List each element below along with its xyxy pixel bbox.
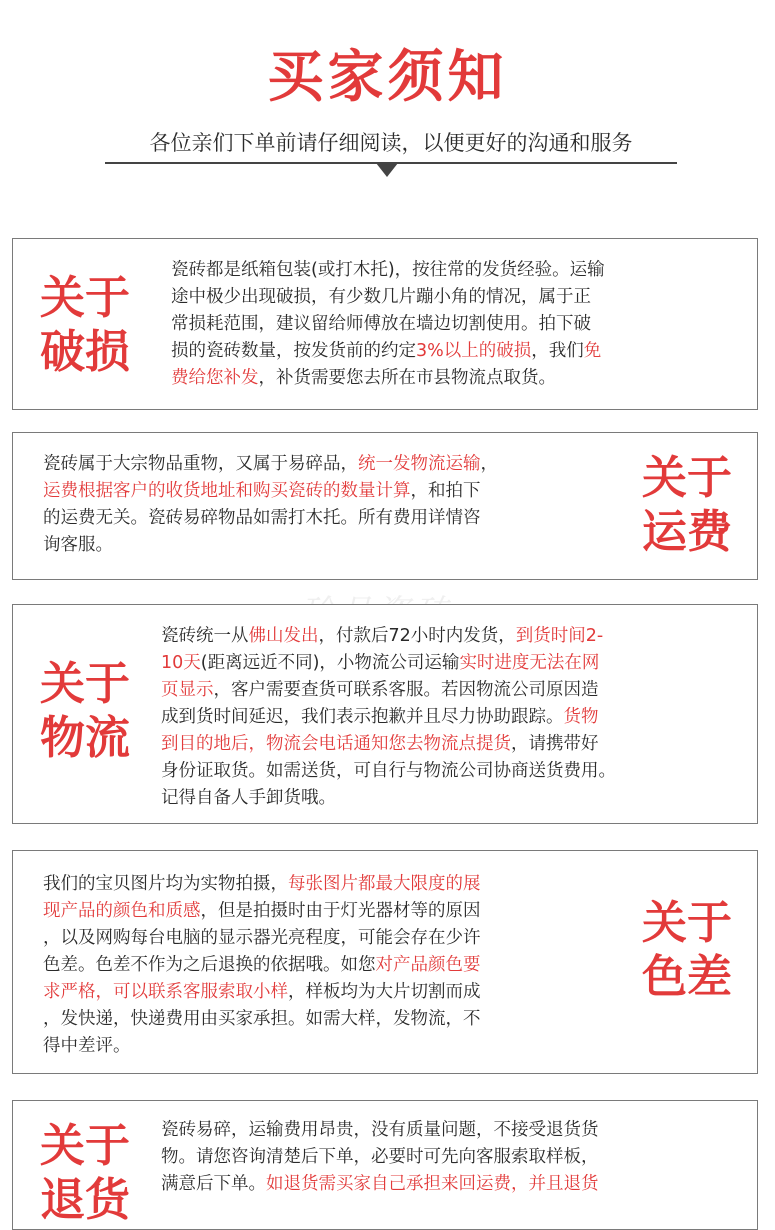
- highlight-text: 货物: [563, 707, 599, 727]
- heading-line: 关于: [641, 896, 732, 949]
- highlight-text: 佛山发出: [248, 626, 319, 646]
- text-line: [161, 758, 751, 785]
- text-line: [161, 731, 751, 758]
- highlight-text: 统一发物流运输: [358, 454, 481, 474]
- section-body: [43, 451, 633, 559]
- text-line: [43, 898, 633, 925]
- body-text: ，我们: [531, 341, 584, 361]
- page-subtitle: 各位亲们下单前请仔细阅读，以便更好的沟通和服务: [105, 128, 677, 164]
- text-line: [43, 451, 633, 478]
- text-line: [43, 871, 633, 898]
- text-line: [161, 623, 751, 650]
- body-text: 瓷砖易碎，运输费用昂贵，没有质量问题，不接受退货货: [161, 1120, 599, 1140]
- heading-line: 色差: [641, 950, 732, 1003]
- body-text: 的运费无关。瓷砖易碎物品如需打木托。所有费用详情咨: [43, 508, 481, 528]
- section-body: [43, 871, 633, 1060]
- text-line: [43, 1006, 633, 1033]
- section-heading: [25, 271, 145, 379]
- text-line: [43, 532, 633, 559]
- highlight-text: 每张图片都最大限度的展: [288, 874, 481, 894]
- text-line: [161, 650, 751, 677]
- body-text: 满意后下单。: [161, 1174, 266, 1194]
- section-shipping-fee: [12, 432, 758, 580]
- body-text: 常损耗范围，建议留给师傅放在墙边切割使用。拍下破: [171, 314, 591, 334]
- heading-line: 关于: [39, 1119, 130, 1172]
- section-returns: [12, 1100, 758, 1230]
- highlight-text: 3%以上的破损: [416, 341, 532, 361]
- body-text: 途中极少出现破损，有少数几片蹦小角的情况，属于正: [171, 287, 591, 307]
- highlight-text: 到货时间2-: [515, 626, 604, 646]
- heading-line: 关于: [39, 271, 130, 324]
- body-text: ，客户需要查货可联系客服。若因物流公司原因造: [213, 680, 599, 700]
- body-text: 瓷砖统一从: [161, 626, 249, 646]
- body-text: (距离远近不同)，小物流公司运输: [200, 653, 460, 673]
- text-line: [43, 925, 633, 952]
- highlight-text: 如退货需买家自己承担来回运费，并且退货: [266, 1174, 599, 1194]
- text-line: [161, 785, 751, 812]
- highlight-text: 页显示: [161, 680, 214, 700]
- body-text: ，: [480, 454, 498, 474]
- section-damage: [12, 238, 758, 410]
- body-text: 瓷砖属于大宗物品重物，又属于易碎品，: [43, 454, 358, 474]
- highlight-text: 费给您补发: [171, 368, 259, 388]
- text-line: [161, 677, 751, 704]
- heading-line: 物流: [39, 711, 130, 764]
- body-text: ，请携带好: [511, 734, 599, 754]
- body-text: ，样板均为大片切割而成: [288, 982, 481, 1002]
- text-line: [161, 1171, 751, 1198]
- section-heading: [627, 451, 747, 559]
- text-line: [43, 979, 633, 1006]
- heading-line: 关于: [39, 657, 130, 710]
- highlight-text: 对产品颜色要: [375, 955, 481, 975]
- body-text: ，和拍下: [410, 481, 481, 501]
- highlight-text: 实时进度无法在网: [459, 653, 600, 673]
- text-line: [161, 1117, 751, 1144]
- body-text: ，付款后72小时内发货，: [318, 626, 516, 646]
- highlight-text: 免: [583, 341, 602, 361]
- body-text: 瓷砖都是纸箱包装(或打木托)，按往常的发货经验。运输: [171, 260, 605, 280]
- page-title: 买家须知: [267, 44, 508, 110]
- body-text: ，补货需要您去所在市县物流点取货。: [258, 368, 556, 388]
- section-body: [161, 623, 751, 812]
- text-line: [171, 257, 746, 284]
- section-body: [171, 257, 746, 392]
- body-text: 身份证取货。如需送货，可自行与物流公司协商送货费用。: [161, 761, 616, 781]
- text-line: [43, 952, 633, 979]
- section-logistics: [12, 604, 758, 824]
- highlight-text: 求严格，可以联系客服索取小样: [43, 982, 288, 1002]
- body-text: 我们的宝贝图片均为实物拍摄，: [43, 874, 288, 894]
- section-heading: [25, 1119, 145, 1227]
- body-text: ，发快递，快递费用由买家承担。如需大样，发物流，不: [43, 1009, 481, 1029]
- body-text: 成到货时间延迟，我们表示抱歉并且尽力协助跟踪。: [161, 707, 564, 727]
- text-line: [171, 365, 746, 392]
- highlight-text: 运费根据客户的收货地址和购买瓷砖的数量计算: [43, 481, 411, 501]
- section-color-difference: [12, 850, 758, 1074]
- heading-line: 关于: [641, 451, 732, 504]
- text-line: [43, 478, 633, 505]
- text-line: [171, 338, 746, 365]
- section-body: [161, 1117, 751, 1198]
- text-line: [171, 311, 746, 338]
- heading-line: 退货: [39, 1173, 130, 1226]
- heading-line: 破损: [39, 325, 130, 378]
- section-heading: [627, 896, 747, 1004]
- body-text: 物。请您咨询清楚后下单，必要时可先向客服索取样板，: [161, 1147, 599, 1167]
- body-text: ，但是拍摄时由于灯光器材等的原因: [200, 901, 481, 921]
- text-line: [43, 505, 633, 532]
- body-text: 记得自备人手卸货哦。: [161, 788, 336, 808]
- text-line: [43, 1033, 633, 1060]
- body-text: 色差。色差不作为之后退换的依据哦。如您: [43, 955, 376, 975]
- down-triangle-icon: [376, 163, 398, 177]
- highlight-text: 10天: [161, 653, 201, 673]
- text-line: [171, 284, 746, 311]
- body-text: 得中差评。: [43, 1036, 131, 1056]
- highlight-text: 现产品的颜色和质感: [43, 901, 201, 921]
- highlight-text: 到目的地后，物流会电话通知您去物流点提货: [161, 734, 511, 754]
- text-line: [161, 704, 751, 731]
- body-text: ，以及网购每台电脑的显示器光亮程度，可能会存在少许: [43, 928, 481, 948]
- text-line: [161, 1144, 751, 1171]
- heading-line: 运费: [641, 505, 732, 558]
- body-text: 损的瓷砖数量，按发货前的约定: [171, 341, 416, 361]
- section-heading: [25, 657, 145, 765]
- body-text: 询客服。: [43, 535, 113, 555]
